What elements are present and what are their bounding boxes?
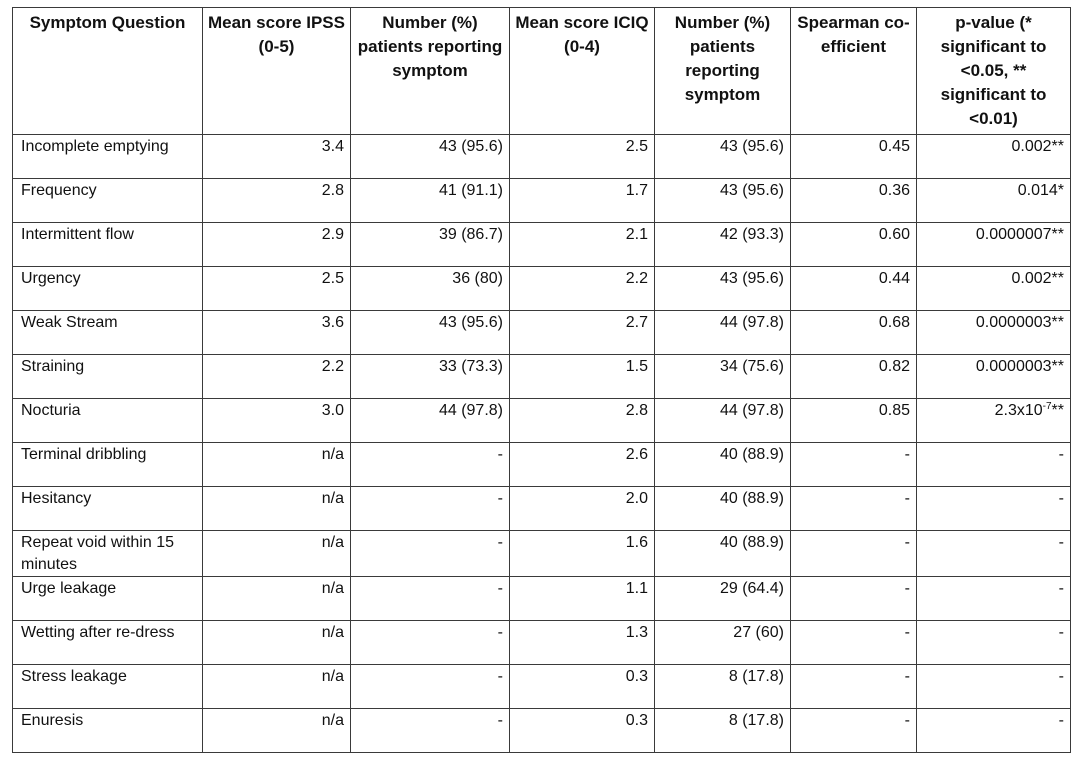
ipss-number-cell: 39 (86.7) xyxy=(351,223,510,267)
header-p-value: p-value (* significant to <0.05, ** significant to <0.01) xyxy=(917,8,1071,135)
table-row xyxy=(13,443,1071,487)
symptom-cell: Repeat void within 15 minutes xyxy=(13,531,203,577)
spearman-cell: 0.68 xyxy=(791,311,917,355)
symptom-cell: Stress leakage xyxy=(13,665,203,709)
p-value-base: 2.3x10 xyxy=(994,402,1043,419)
p-value-cell: - xyxy=(917,443,1071,487)
symptom-cell: Hesitancy xyxy=(13,487,203,531)
table-row xyxy=(13,577,1071,621)
iciq-number-cell: 29 (64.4) xyxy=(655,577,791,621)
ipss-mean-cell: 2.5 xyxy=(203,267,351,311)
ipss-mean-cell: 2.9 xyxy=(203,223,351,267)
iciq-mean-cell: 1.3 xyxy=(510,621,655,665)
ipss-mean-cell: 3.6 xyxy=(203,311,351,355)
table-row xyxy=(13,399,1071,443)
symptom-cell: Straining xyxy=(13,355,203,399)
symptom-cell: Incomplete emptying xyxy=(13,135,203,179)
symptom-cell: Intermittent flow xyxy=(13,223,203,267)
iciq-number-cell: 43 (95.6) xyxy=(655,179,791,223)
ipss-mean-cell: 3.0 xyxy=(203,399,351,443)
ipss-mean-cell: n/a xyxy=(203,531,351,577)
p-value-cell: - xyxy=(917,621,1071,665)
iciq-mean-cell: 2.6 xyxy=(510,443,655,487)
ipss-number-cell: 36 (80) xyxy=(351,267,510,311)
iciq-number-cell: 44 (97.8) xyxy=(655,399,791,443)
ipss-number-cell: 41 (91.1) xyxy=(351,179,510,223)
p-value-cell: 0.014* xyxy=(917,179,1071,223)
iciq-mean-cell: 2.5 xyxy=(510,135,655,179)
spearman-cell: - xyxy=(791,443,917,487)
iciq-mean-cell: 0.3 xyxy=(510,709,655,753)
header-iciq-number: Number (%) patients reporting symptom xyxy=(655,8,791,135)
ipss-number-cell: - xyxy=(351,531,510,577)
iciq-number-cell: 40 (88.9) xyxy=(655,531,791,577)
table-row xyxy=(13,621,1071,665)
p-value-cell: - xyxy=(917,665,1071,709)
spearman-cell: - xyxy=(791,531,917,577)
iciq-number-cell: 44 (97.8) xyxy=(655,311,791,355)
ipss-number-cell: - xyxy=(351,665,510,709)
ipss-mean-cell: n/a xyxy=(203,443,351,487)
spearman-cell: 0.85 xyxy=(791,399,917,443)
table-body xyxy=(13,135,1071,753)
p-value-cell: - xyxy=(917,487,1071,531)
iciq-mean-cell: 1.5 xyxy=(510,355,655,399)
symptom-cell: Wetting after re-dress xyxy=(13,621,203,665)
ipss-number-cell: - xyxy=(351,621,510,665)
iciq-mean-cell: 1.7 xyxy=(510,179,655,223)
header-iciq-mean: Mean score ICIQ (0-4) xyxy=(510,8,655,135)
p-value-cell: 0.0000003** xyxy=(917,311,1071,355)
ipss-number-cell: - xyxy=(351,709,510,753)
symptom-cell: Terminal dribbling xyxy=(13,443,203,487)
ipss-mean-cell: n/a xyxy=(203,621,351,665)
iciq-number-cell: 42 (93.3) xyxy=(655,223,791,267)
header-ipss-mean: Mean score IPSS (0-5) xyxy=(203,8,351,135)
symptom-cell: Urge leakage xyxy=(13,577,203,621)
iciq-mean-cell: 2.2 xyxy=(510,267,655,311)
p-value-cell: 0.0000003** xyxy=(917,355,1071,399)
symptom-cell: Enuresis xyxy=(13,709,203,753)
ipss-mean-cell: 3.4 xyxy=(203,135,351,179)
p-value-cell: - xyxy=(917,531,1071,577)
table-row xyxy=(13,487,1071,531)
spearman-cell: 0.82 xyxy=(791,355,917,399)
table-row xyxy=(13,709,1071,753)
table-row xyxy=(13,531,1071,577)
table-row xyxy=(13,135,1071,179)
p-value-cell xyxy=(917,399,1071,443)
ipss-number-cell: - xyxy=(351,577,510,621)
spearman-cell: 0.45 xyxy=(791,135,917,179)
ipss-mean-cell: 2.8 xyxy=(203,179,351,223)
ipss-number-cell: 44 (97.8) xyxy=(351,399,510,443)
header-spearman: Spearman co-efficient xyxy=(791,8,917,135)
spearman-cell: - xyxy=(791,709,917,753)
iciq-number-cell: 27 (60) xyxy=(655,621,791,665)
iciq-mean-cell: 0.3 xyxy=(510,665,655,709)
p-value-cell: 0.002** xyxy=(917,267,1071,311)
header-ipss-number: Number (%) patients reporting symptom xyxy=(351,8,510,135)
p-value-exponent: -7 xyxy=(1042,401,1052,412)
iciq-number-cell: 34 (75.6) xyxy=(655,355,791,399)
spearman-cell: - xyxy=(791,487,917,531)
table-row xyxy=(13,311,1071,355)
p-value-cell: - xyxy=(917,709,1071,753)
spearman-cell: - xyxy=(791,665,917,709)
p-value-cell: 0.0000007** xyxy=(917,223,1071,267)
table-row xyxy=(13,267,1071,311)
ipss-number-cell: - xyxy=(351,443,510,487)
iciq-mean-cell: 2.8 xyxy=(510,399,655,443)
table-row xyxy=(13,355,1071,399)
iciq-mean-cell: 2.1 xyxy=(510,223,655,267)
spearman-cell: - xyxy=(791,577,917,621)
iciq-mean-cell: 1.1 xyxy=(510,577,655,621)
p-value-cell: - xyxy=(917,577,1071,621)
ipss-number-cell: 33 (73.3) xyxy=(351,355,510,399)
symptom-score-table xyxy=(12,7,1071,753)
ipss-mean-cell: n/a xyxy=(203,487,351,531)
iciq-mean-cell: 1.6 xyxy=(510,531,655,577)
ipss-mean-cell: 2.2 xyxy=(203,355,351,399)
table-row xyxy=(13,179,1071,223)
table-row xyxy=(13,665,1071,709)
header-symptom-question: Symptom Question xyxy=(13,8,203,135)
symptom-cell: Weak Stream xyxy=(13,311,203,355)
iciq-number-cell: 40 (88.9) xyxy=(655,443,791,487)
iciq-number-cell: 43 (95.6) xyxy=(655,135,791,179)
iciq-mean-cell: 2.0 xyxy=(510,487,655,531)
ipss-number-cell: 43 (95.6) xyxy=(351,311,510,355)
symptom-cell: Nocturia xyxy=(13,399,203,443)
spearman-cell: - xyxy=(791,621,917,665)
ipss-mean-cell: n/a xyxy=(203,665,351,709)
iciq-mean-cell: 2.7 xyxy=(510,311,655,355)
symptom-cell: Urgency xyxy=(13,267,203,311)
ipss-mean-cell: n/a xyxy=(203,577,351,621)
ipss-mean-cell: n/a xyxy=(203,709,351,753)
iciq-number-cell: 40 (88.9) xyxy=(655,487,791,531)
symptom-cell: Frequency xyxy=(13,179,203,223)
iciq-number-cell: 8 (17.8) xyxy=(655,709,791,753)
ipss-number-cell: 43 (95.6) xyxy=(351,135,510,179)
iciq-number-cell: 43 (95.6) xyxy=(655,267,791,311)
spearman-cell: 0.36 xyxy=(791,179,917,223)
spearman-cell: 0.60 xyxy=(791,223,917,267)
spearman-cell: 0.44 xyxy=(791,267,917,311)
ipss-number-cell: - xyxy=(351,487,510,531)
iciq-number-cell: 8 (17.8) xyxy=(655,665,791,709)
p-value-cell: 0.002** xyxy=(917,135,1071,179)
table-row xyxy=(13,223,1071,267)
header-row xyxy=(13,8,1071,135)
p-value-significance: ** xyxy=(1051,402,1064,419)
